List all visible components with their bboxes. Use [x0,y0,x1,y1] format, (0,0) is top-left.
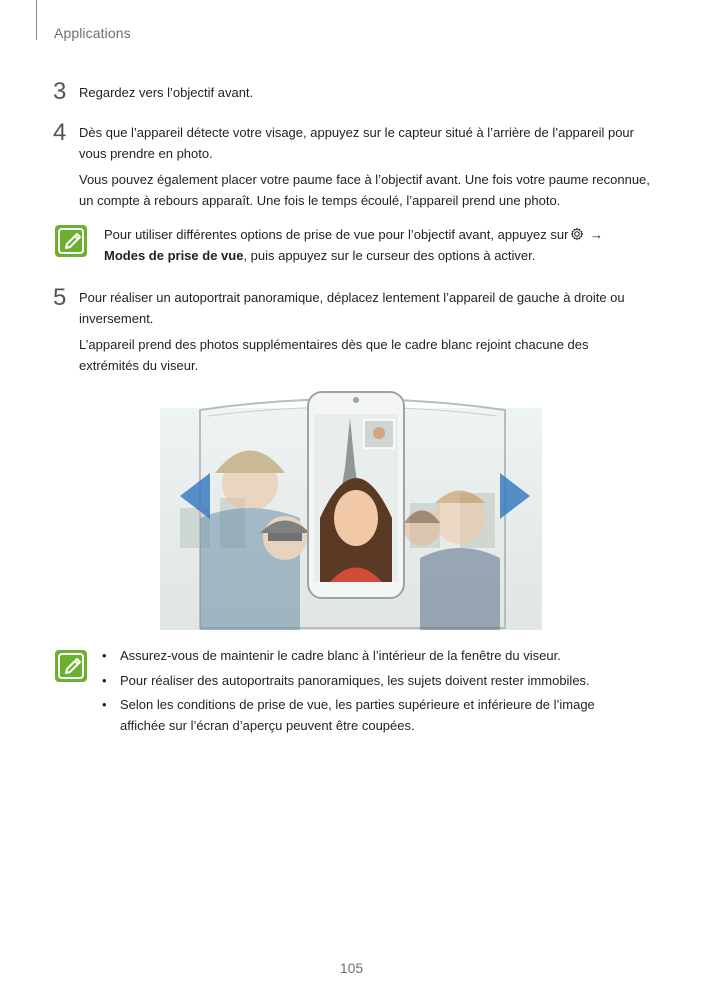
menu-path-bold: Modes de prise de vue [104,247,244,263]
bullet-text: Selon les conditions de prise de vue, les parties supérieure et inférieure de l’image affichée sur l’écran d’aperçu peuvent être coupées. [120,697,595,733]
gear-icon [570,227,584,241]
step-number-3: 3 [53,78,67,105]
bullet-text: Pour réaliser des autoportraits panoramiques, les sujets doivent rester immobiles. [120,672,590,688]
bullet-dot: • [102,697,107,712]
note-pencil-icon-2 [55,650,87,682]
arrow-glyph: → [590,227,604,242]
bullet-dot: • [102,672,107,688]
list-item [100,646,640,667]
list-item [100,671,640,692]
step-5-text-2: L’appareil prend des photos supplémentaires dès que le cadre blanc rejoint chacune des extrémités du viseur. [79,337,589,373]
note-2-bullet-list [100,646,640,740]
section-header: Applications [54,25,131,41]
header-rule [36,0,37,40]
step-number-5: 5 [53,284,67,311]
bullet-dot: • [102,648,107,663]
step-4-text: Dès que l’appareil détecte votre visage, appuyez sur le capteur situé à l’arrière de l’appareil pour vous prendre en photo. [79,125,634,161]
note-1-text-end: , puis appuyez sur le curseur des options à activer. [243,247,536,263]
panorama-illustration [160,388,542,630]
note-1-text [104,225,644,266]
step-4-text-2: Vous pouvez également placer votre paume face à l’objectif avant. Une fois votre paume reconnue, un compte à rebours apparaît. Une fois le temps écoulé, l’appareil prend une photo. [79,172,650,208]
bullet-text: Assurez-vous de maintenir le cadre blanc à l’intérieur de la fenêtre du viseur. [120,648,561,663]
page-number: 105 [339,960,364,976]
note-pencil-icon [55,225,87,257]
step-number-4: 4 [53,119,67,146]
list-item [100,695,640,736]
note-1-text-start: Pour utiliser différentes options de prise de vue pour l’objectif avant, appuyez sur [104,227,569,242]
step-5-text: Pour réaliser un autoportrait panoramique, déplacez lentement l’appareil de gauche à droite ou inversement. [79,290,625,326]
step-3-text: Regardez vers l’objectif avant. [79,85,254,100]
